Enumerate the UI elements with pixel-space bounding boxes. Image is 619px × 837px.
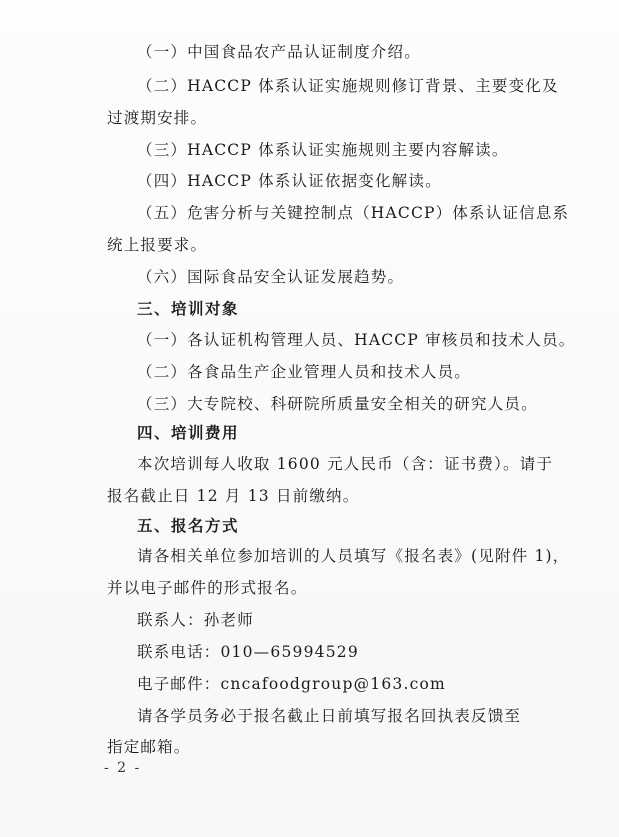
section-heading-registration: 五、报名方式 bbox=[137, 517, 240, 535]
fee-paragraph: 本次培训每人收取 1600 元人民币（含：证书费）。请于 bbox=[137, 455, 554, 473]
contact-person: 联系人：孙老师 bbox=[137, 611, 254, 629]
registration-paragraph: 请各相关单位参加培训的人员填写《报名表》(见附件 1)， bbox=[137, 547, 570, 565]
reminder-paragraph: 请各学员务必于报名截止日前填写报名回执表反馈至 bbox=[137, 707, 522, 725]
fee-paragraph-continued: 报名截止日 12 月 13 日前缴纳。 bbox=[107, 487, 360, 505]
topic-item-6: （六）国际食品安全认证发展趋势。 bbox=[137, 268, 405, 286]
audience-item-1: （一）各认证机构管理人员、HACCP 审核员和技术人员。 bbox=[137, 331, 576, 349]
topic-item-5: （五）危害分析与关键控制点（HACCP）体系认证信息系 bbox=[137, 204, 570, 222]
registration-paragraph-continued: 并以电子邮件的形式报名。 bbox=[107, 579, 308, 597]
contact-email: 电子邮件：cncafoodgroup@163.com bbox=[137, 675, 446, 693]
topic-item-5-continued: 统上报要求。 bbox=[107, 236, 208, 254]
topic-item-1: （一）中国食品农产品认证制度介绍。 bbox=[137, 43, 421, 61]
audience-item-3: （三）大专院校、科研院所质量安全相关的研究人员。 bbox=[137, 395, 538, 413]
reminder-paragraph-continued: 指定邮箱。 bbox=[107, 738, 191, 756]
contact-phone: 联系电话：010—65994529 bbox=[137, 643, 359, 661]
topic-item-4: （四）HACCP 体系认证依据变化解读。 bbox=[137, 172, 442, 190]
topic-item-2-continued: 过渡期安排。 bbox=[107, 109, 208, 127]
audience-item-2: （二）各食品生产企业管理人员和技术人员。 bbox=[137, 363, 472, 381]
topic-item-3: （三）HACCP 体系认证实施规则主要内容解读。 bbox=[137, 141, 509, 159]
page-number: - 2 - bbox=[104, 760, 142, 776]
topic-item-2: （二）HACCP 体系认证实施规则修订背景、主要变化及 bbox=[137, 77, 559, 95]
section-heading-fee: 四、培训费用 bbox=[137, 424, 240, 442]
section-heading-audience: 三、培训对象 bbox=[137, 300, 240, 318]
